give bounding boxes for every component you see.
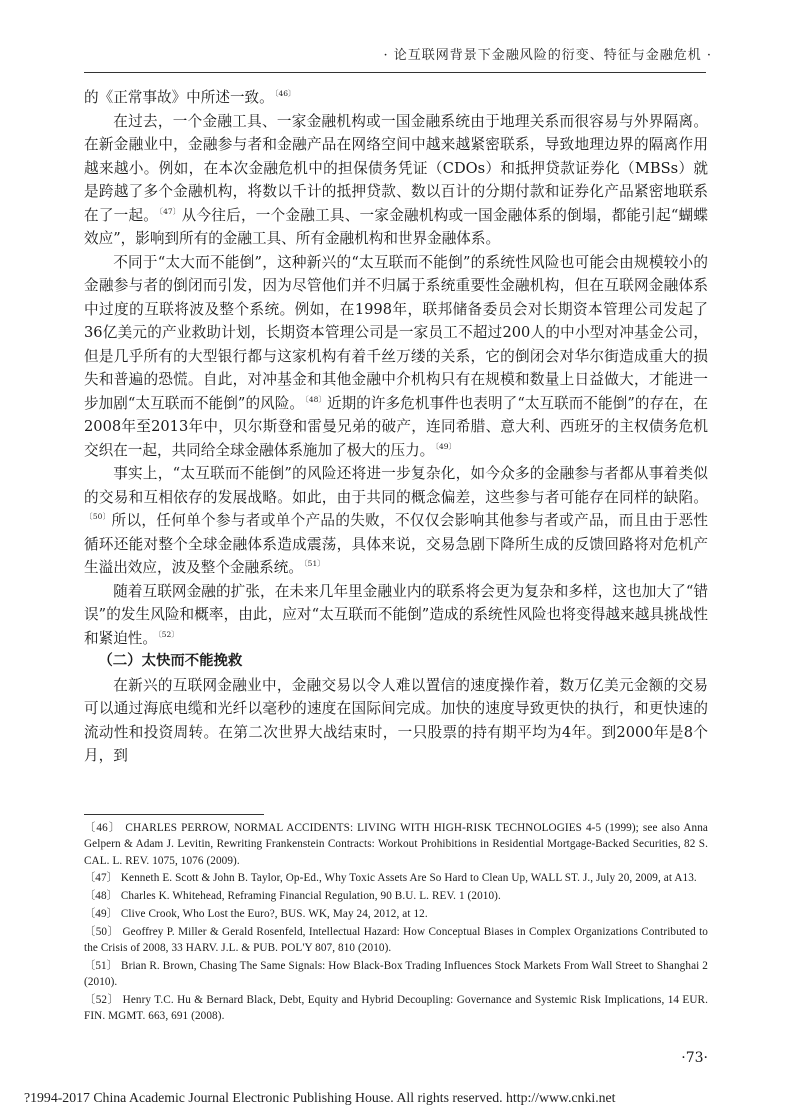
- footnotes: [84, 820, 708, 1026]
- running-header: · 论互联网背景下金融风险的衍变、特征与金融危机 ·: [383, 48, 712, 63]
- paragraph-text: 所以，任何单个参与者或单个产品的失败，不仅仅会影响其他参与者或产品，而且由于恶性循环还能对整个全球金融体系造成震荡，具体来说，交易急剧下降所生成的反馈回路将对危机产生溢出效应，波及整个金融系统。: [84, 512, 708, 576]
- header-rule: [84, 72, 706, 73]
- footnote-ref-46[interactable]: 〔46〕: [274, 89, 296, 99]
- paragraph-5: [84, 580, 708, 651]
- paragraph-text: 事实上，“太互联而不能倒”的风险还将进一步复杂化，如今众多的金融参与者都从事着类似的交易和互相依存的发展战略。如此，由于共同的概念偏差，这些参与者可能存在同样的缺陷。: [84, 465, 708, 506]
- paragraph-6: 在新兴的互联网金融业中，金融交易以令人难以置信的速度操作着，数万亿美元金额的交易可以通过海底电缆和光纤以毫秒的速度在国际间完成。加快的速度导致更快的执行，和更快速的流动性和投资周转。在第二次世界大战结束时，一只股票的持有期平均为4年。到2000年是8个月，到: [84, 676, 708, 764]
- footnote-48: 〔48〕 Charles K. Whitehead, Reframing Financial Regulation, 90 B.U. L. REV. 1 (2010).: [84, 890, 501, 903]
- paragraph-text: 的《正常事故》中所述一致。: [84, 89, 274, 106]
- paragraph-text: 在过去，一个金融工具、一家金融机构或一国金融系统由于地理关系而很容易与外界隔离。在新金融业中，金融参与者和金融产品在网络空间中越来越紧密联系，导致地理边界的隔离作用越来越小。例如，在本次金融危机中的担保债务凭证（CDOs）和抵押贷款证券化（MBSs）就是跨越了多个金融机构，将数以千计的抵押贷款、数以百计的分期付款和证券化产品紧密地联系在了一起。: [84, 112, 708, 224]
- footnote-ref-51[interactable]: 〔51〕: [303, 559, 325, 569]
- paragraph-text: 近期的许多危机事件也表明了“太互联而不能倒”的存在，在2008年至2013年中，贝尔斯登和雷曼兄弟的破产，连同希腊、意大利、西班牙的主权债务危机交织在一起，共同给全球金融体系施加了极大的压力。: [84, 394, 708, 459]
- footnote-ref-48[interactable]: 〔48〕: [305, 394, 326, 404]
- footnote-52: 〔52〕 Henry T.C. Hu & Bernard Black, Debt, Equity and Hybrid Decoupling: Governance and Systemic Risk Implications, 14 EUR. FIN. MGMT. 663, 691 (2008).: [84, 993, 708, 1023]
- body-text: [84, 86, 708, 768]
- paragraph-text: 从今往后，一个金融工具、一家金融机构或一国金融体系的倒塌，都能引起“蝴蝶效应”，影响到所有的金融工具、所有金融机构和世界金融体系。: [84, 206, 708, 247]
- footnote-ref-52[interactable]: 〔52〕: [157, 629, 179, 639]
- footnote-ref-50[interactable]: 〔50〕: [85, 512, 111, 522]
- footnote-49: 〔49〕 Clive Crook, Who Lost the Euro?, BUS. WK, May 24, 2012, at 12.: [84, 907, 428, 920]
- footnote-46: 〔46〕 CHARLES PERROW, NORMAL ACCIDENTS: LIVING WITH HIGH-RISK TECHNOLOGIES 4-5 (1999); see also Anna Gelpern & Adam J. Levitin, Rewriting Frankenstein Contracts: Workout Prohibitions in Residential Mortgage-Backed Securities, 82 S. CAL. L. REV. 1075, 1076 (2009).: [84, 822, 708, 867]
- section-subheading: （二）太快而不能挽救: [98, 653, 243, 669]
- paragraph-2: [84, 110, 708, 251]
- paragraph-3: [84, 251, 708, 463]
- footnote-47: 〔47〕 Kenneth E. Scott & John B. Taylor, Op-Ed., Why Toxic Assets Are So Hard to Clean Up, WALL ST. J., July 20, 2009, at A13.: [84, 872, 697, 885]
- paragraph-text: 随着互联网金融的扩张，在未来几年里金融业内的联系将会更为复杂和多样，这也加大了“错误”的发生风险和概率，由此，应对“太互联而不能倒”造成的系统性风险也将变得越来越具挑战性和紧迫性。: [84, 582, 708, 647]
- footnote-rule: [84, 814, 264, 815]
- footnote-ref-47[interactable]: 〔47〕: [159, 206, 181, 216]
- footnote-ref-49[interactable]: 〔49〕: [435, 441, 457, 451]
- page-number: ·73·: [681, 1050, 708, 1066]
- paragraph-text: 不同于“太大而不能倒”，这种新兴的“太互联而不能倒”的系统性风险也可能会由规模较小的金融参与者的倒闭而引发，因为尽管他们并不归属于系统重要性金融机构，但在互联网金融体系中过度的互联将波及整个系统。例如，在1998年，联邦储备委员会对长期资本管理公司发起了36亿美元的产业救助计划，长期资本管理公司是一家员工不超过200人的中小型对冲基金公司，但是几乎所有的大型银行都与这家机构有着千丝万缕的关系，它的倒闭会对华尔街造成重大的损失和普遍的恐慌。自此，对冲基金和其他金融中介机构只有在规模和数量上日益做大，才能进一步加剧“太互联而不能倒”的风险。: [84, 253, 708, 412]
- footnote-50: 〔50〕 Geoffrey P. Miller & Gerald Rosenfeld, Intellectual Hazard: How Conceptual Biases in Complex Organizations Contributed to the Crisis of 2008, 33 HARV. J.L. & PUB. POL'Y 807, 810 (2010).: [84, 925, 708, 955]
- footnote-51: 〔51〕 Brian R. Brown, Chasing The Same Signals: How Black-Box Trading Influences Stock Markets From Wall Street to Shanghai 2 (2010).: [84, 959, 708, 989]
- paragraph-4: [84, 462, 708, 580]
- paragraph-1: [84, 86, 708, 110]
- copyright-notice: ?1994-2017 China Academic Journal Electronic Publishing House. All rights reserved. http://www.cnki.net: [24, 1090, 616, 1105]
